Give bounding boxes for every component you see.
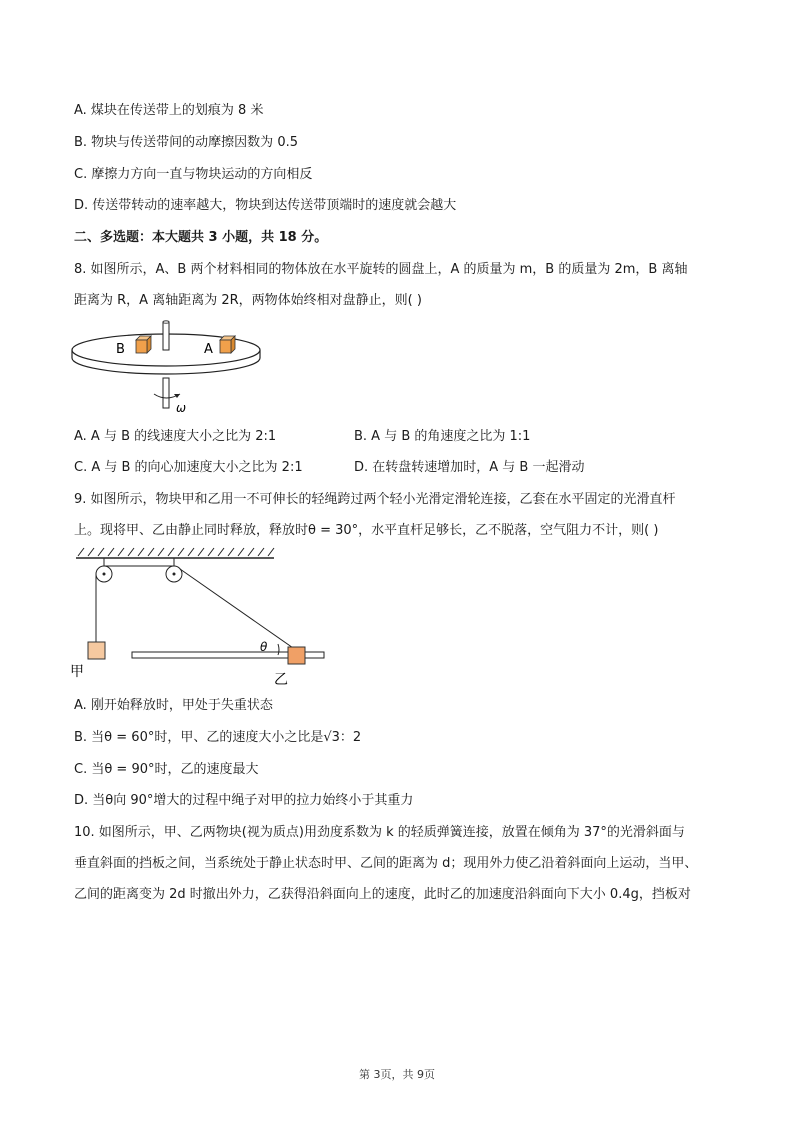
label-theta: θ — [260, 640, 268, 654]
q8-option-b: B. A 与 B 的角速度之比为 1:1 — [354, 429, 531, 444]
label-jia: 甲 — [70, 664, 84, 680]
q9-option-b: B. 当θ = 60°时，甲、乙的速度大小之比是√3：2 — [74, 730, 362, 745]
q8-stem-line-1: 8. 如图所示，A、B 两个材料相同的物体放在水平旋转的圆盘上，A 的质量为 m，B 的质量为 2m，B 离轴 — [74, 262, 688, 277]
q9-option-d: D. 当θ向 90°增大的过程中绳子对甲的拉力始终小于其重力 — [74, 793, 414, 808]
block-yi — [288, 647, 305, 664]
q7-option-d: D. 传送带转动的速率越大，物块到达传送带顶端时的速度就会越大 — [74, 198, 457, 213]
block-a — [220, 336, 235, 353]
q8-option-a: A. A 与 B 的线速度大小之比为 2:1 — [74, 429, 277, 444]
q9-option-c: C. 当θ = 90°时，乙的速度最大 — [74, 762, 259, 777]
label-omega: ω — [176, 401, 187, 415]
q8-option-c: C. A 与 B 的向心加速度大小之比为 2:1 — [74, 460, 303, 475]
q9-stem-line-1: 9. 如图所示，物块甲和乙用一不可伸长的轻绳跨过两个轻小光滑定滑轮连接，乙套在水平固定的光滑直杆 — [74, 492, 676, 507]
q9-stem-line-2: 上。现将甲、乙由静止同时释放，释放时θ = 30°，水平直杆足够长，乙不脱落，空气阻力不计，则( ) — [74, 523, 659, 538]
q8-stem-line-2: 距离为 R，A 离轴距离为 2R，两物体始终相对盘静止，则( ) — [74, 293, 422, 308]
q10-stem-line-2: 垂直斜面的挡板之间，当系统处于静止状态时甲、乙间的距离为 d；现用外力使乙沿着斜面向上运动，当甲、 — [74, 856, 698, 871]
q7-option-a: A. 煤块在传送带上的划痕为 8 米 — [74, 103, 264, 118]
q9-option-a: A. 刚开始释放时，甲处于失重状态 — [74, 698, 273, 713]
block-b — [136, 336, 151, 353]
q8-option-d: D. 在转盘转速增加时，A 与 B 一起滑动 — [354, 460, 585, 475]
q9-pulley-figure — [64, 544, 344, 690]
label-yi: 乙 — [274, 672, 288, 688]
q7-option-c: C. 摩擦力方向一直与物块运动的方向相反 — [74, 167, 313, 182]
q10-stem-line-1: 10. 如图所示，甲、乙两物块(视为质点)用劲度系数为 k 的轻质弹簧连接，放置在倾角为 37°的光滑斜面与 — [74, 825, 685, 840]
block-jia — [88, 642, 105, 659]
page-number: 第 3页，共 9页 — [359, 1068, 435, 1081]
section-heading: 二、多选题：本大题共 3 小题，共 18 分。 — [74, 230, 328, 245]
q10-stem-line-3: 乙间的距离变为 2d 时撤出外力，乙获得沿斜面向上的速度，此时乙的加速度沿斜面向下大小 0.4g，挡板对 — [74, 887, 691, 902]
label-a: A — [204, 342, 213, 357]
label-b: B — [116, 342, 125, 357]
q7-option-b: B. 物块与传送带间的动摩擦因数为 0.5 — [74, 135, 298, 150]
q8-turntable-figure — [64, 318, 274, 418]
